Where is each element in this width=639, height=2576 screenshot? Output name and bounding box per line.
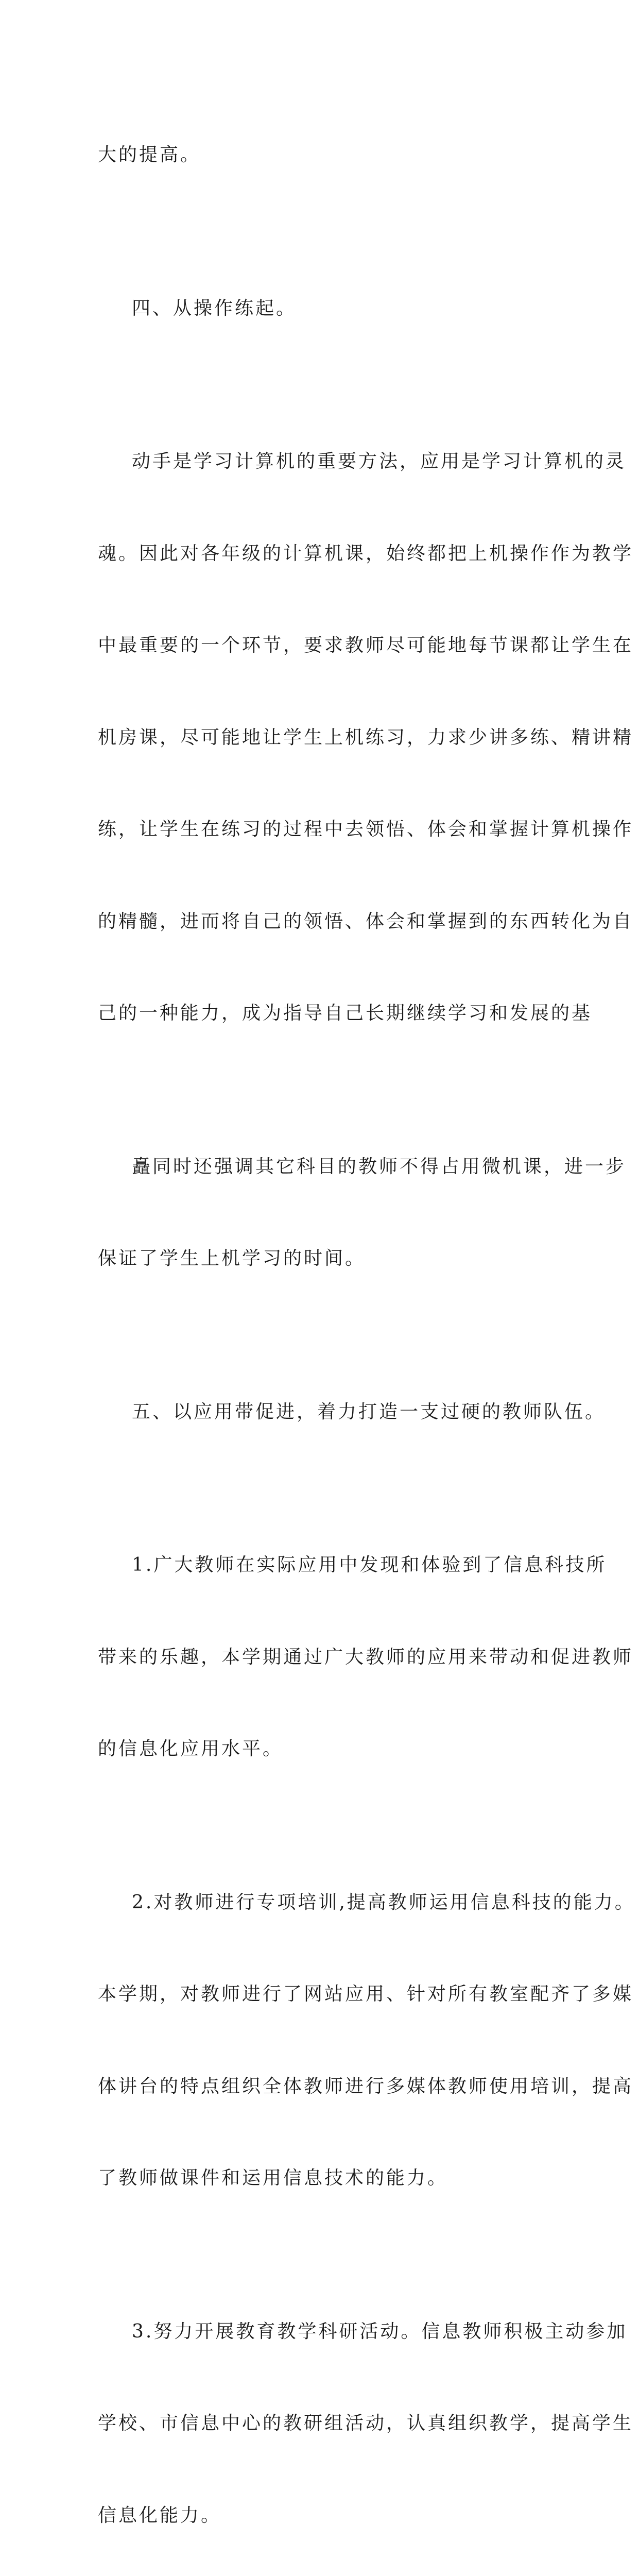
section-heading-5 [98,1335,551,1489]
text-line: 本学期，对教师进行了网站应用、针对所有教室配齐了多媒 [98,1979,551,2010]
text-line: 2.对教师进行专项培训,提高教师运用信息科技的能力。 [98,1887,551,1918]
text-line: 了教师做课件和运用信息技术的能力。 [98,2163,551,2194]
text-line: 1.广大教师在实际应用中发现和体验到了信息科技所 [98,1550,551,1581]
section-heading-4 [98,232,551,385]
document-page [0,0,639,904]
paragraph-4 [98,1090,551,1335]
text-line: 的精髓，进而将自己的领悟、体会和掌握到的东西转化为自 [98,906,551,937]
list-item-1 [98,1488,551,1826]
document-body [98,78,551,2576]
text-line: 信息化能力。 [98,2500,551,2531]
list-item-3 [98,2255,551,2576]
paragraph-1 [98,78,551,232]
text-line: 大的提高。 [98,140,551,171]
list-item-2 [98,1826,551,2255]
text-line: 动手是学习计算机的重要方法，应用是学习计算机的灵 [98,446,551,477]
text-line: 机房课，尽可能地让学生上机练习，力求少讲多练、精讲精 [98,722,551,753]
text-line: 保证了学生上机学习的时间。 [98,1243,551,1274]
text-line: 带来的乐趣，本学期通过广大教师的应用来带动和促进教师 [98,1642,551,1673]
text-line: 练，让学生在练习的过程中去领悟、体会和掌握计算机操作 [98,814,551,845]
text-line: 四、从操作练起。 [98,293,551,324]
text-line: 己的一种能力，成为指导自己长期继续学习和发展的基 [98,998,551,1029]
text-line: 的信息化应用水平。 [98,1734,551,1765]
text-line: 体讲台的特点组织全体教师进行多媒体教师使用培训，提高 [98,2071,551,2102]
text-line: 矗同时还强调其它科目的教师不得占用微机课，进一步 [98,1151,551,1182]
text-line: 3.努力开展教育教学科研活动。信息教师积极主动参加 [98,2316,551,2347]
text-line: 魂。因此对各年级的计算机课，始终都把上机操作作为教学 [98,538,551,569]
text-line: 学校、市信息中心的教研组活动，认真组织教学，提高学生 [98,2408,551,2439]
text-line: 中最重要的一个环节，要求教师尽可能地每节课都让学生在 [98,630,551,661]
text-line: 五、以应用带促进，着力打造一支过硬的教师队伍。 [98,1397,551,1428]
paragraph-3 [98,385,551,1090]
